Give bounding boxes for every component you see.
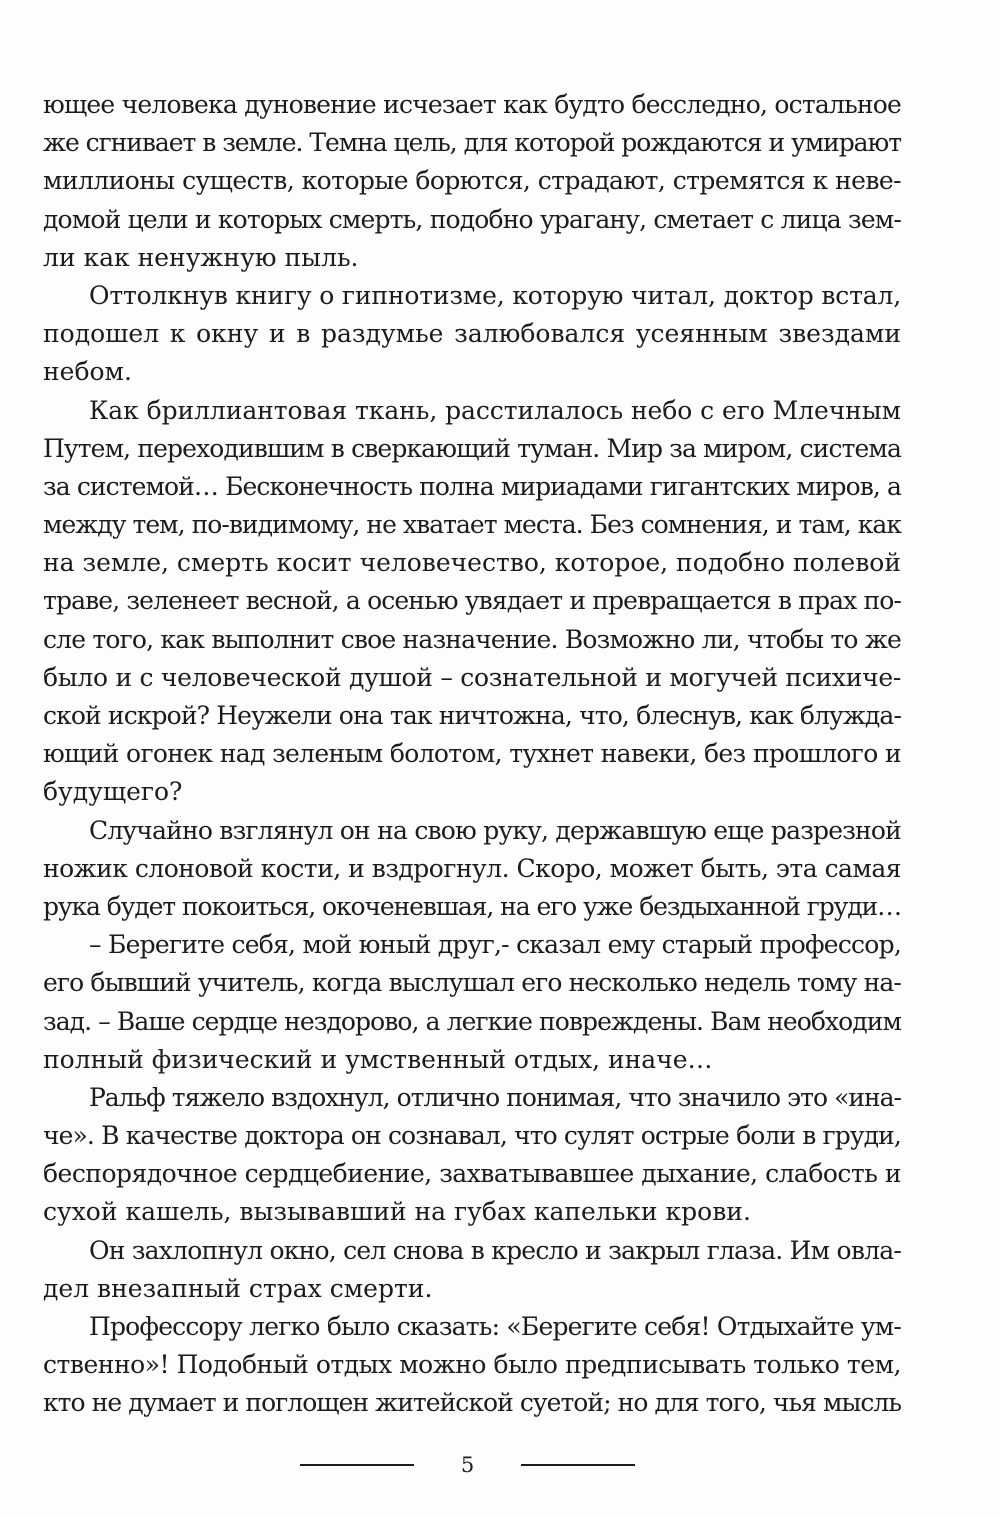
dialogue-first-line: – Берегите себя, мой юный друг,- сказал ему старый профессор, xyxy=(89,930,901,960)
text-line: будущего? xyxy=(43,777,183,807)
footer-rule-right xyxy=(521,1464,635,1466)
text-line: сухой кашель, вызывавший на губах капельки крови. xyxy=(43,1197,751,1227)
text-line: же сгнивает в земле. Темна цель, для которой рождаются и умирают xyxy=(43,128,901,158)
paragraph-first-line: Ральф тяжело вздохнул, отлично понимая, что значило это «ина- xyxy=(89,1082,901,1112)
text-line: полный физический и умственный отдых, иначе… xyxy=(43,1044,713,1074)
text-line: дел внезапный страх смерти. xyxy=(43,1273,433,1303)
paragraph-first-line: Случайно взглянул он на свою руку, державшую еще разрезной xyxy=(89,815,901,845)
page-footer xyxy=(300,1452,636,1482)
text-line: ющее человека дуновение исчезает как будто бесследно, остальное xyxy=(43,90,901,119)
text-line: между тем, по-видимому, не хватает места. Без сомнения, и там, как xyxy=(43,510,901,540)
text-line: рука будет покоиться, окоченевшая, на его уже бездыханной груди… xyxy=(43,891,901,921)
paragraph-first-line: Оттолкнув книгу о гипнотизме, которую читал, доктор встал, xyxy=(89,280,901,310)
paragraph-first-line: Профессору легко было сказать: «Берегите себя! Отдыхайте ум- xyxy=(89,1312,901,1341)
text-line: за системой… Бесконечность полна мириадами гигантских миров, а xyxy=(43,471,901,501)
text-line: небом. xyxy=(43,357,132,387)
text-line: кто не думает и поглощен житейской суетой; но для того, чья мысль xyxy=(43,1388,901,1418)
text-line: Путем, переходившим в сверкающий туман. Мир за миром, система xyxy=(43,433,901,463)
paragraph-first-line: Он захлопнул окно, сел снова в кресло и закрыл глаза. Им овла- xyxy=(89,1235,901,1265)
text-line: беспорядочное сердцебиение, захватывавшее дыхание, слабость и xyxy=(43,1159,901,1189)
text-line: ственно»! Подобный отдых можно было предписывать только тем, xyxy=(43,1350,901,1380)
text-line: ской искрой? Неужели она так ничтожна, что, блеснув, как блужда- xyxy=(43,701,901,730)
text-line: че». В качестве доктора он сознавал, что сулят острые боли в груди, xyxy=(43,1121,901,1151)
paragraph-first-line: Как бриллиантовая ткань, расстилалось небо с его Млечным xyxy=(89,395,901,425)
text-line: миллионы существ, которые борются, страдают, стремятся к неве- xyxy=(43,166,901,196)
footer-rule-left xyxy=(300,1464,414,1466)
text-line: подошел к окну и в раздумье залюбовался усеянным звездами xyxy=(43,319,901,349)
body-text xyxy=(43,86,901,1423)
text-line: зад. – Ваше сердце нездорово, а легкие повреждены. Вам необходим xyxy=(43,1006,901,1036)
text-line: на земле, смерть косит человечество, которое, подобно полевой xyxy=(43,548,901,578)
text-line: его бывший учитель, когда выслушал его несколько недель тому на- xyxy=(43,968,901,998)
text-line: ли как ненужную пыль. xyxy=(43,242,359,272)
text-line: ющий огонек над зеленым болотом, тухнет навеки, без прошлого и xyxy=(43,739,901,769)
page-number: 5 xyxy=(460,1453,475,1477)
text-line: траве, зеленеет весной, а осенью увядает и превращается в прах по- xyxy=(43,586,901,616)
text-line: ножик слоновой кости, и вздрогнул. Скоро, может быть, эта самая xyxy=(43,853,901,883)
text-line: домой цели и которых смерть, подобно урагану, сметает с лица зем- xyxy=(43,204,901,234)
text-line: было и с человеческой душой – сознательной и могучей психиче- xyxy=(43,662,901,692)
text-line: сле того, как выполнит свое назначение. Возможно ли, чтобы то же xyxy=(43,624,901,654)
